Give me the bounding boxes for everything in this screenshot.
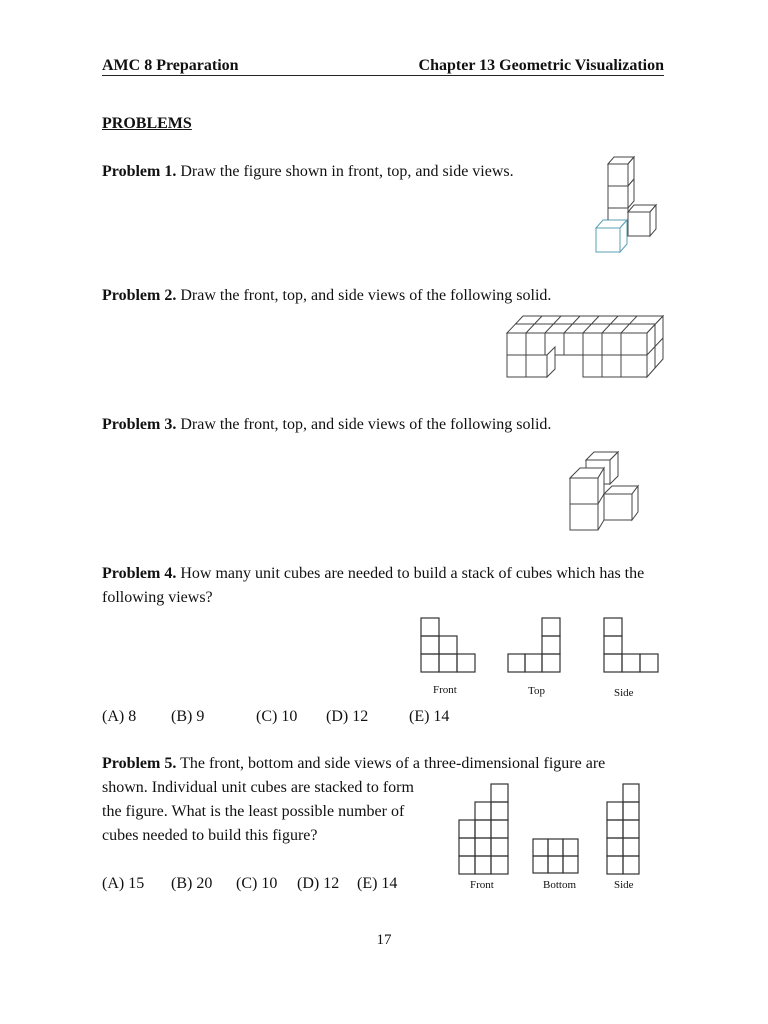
problem-4-choice-d[interactable]: (D) 12 xyxy=(326,708,369,725)
problem-5-choice-b[interactable]: (B) 20 xyxy=(171,875,213,892)
problem-4-choice-e[interactable]: (E) 14 xyxy=(409,708,450,725)
problem-5-choice-d[interactable]: (D) 12 xyxy=(297,875,340,892)
problem-5-caption-side: Side xyxy=(614,879,634,891)
problem-5-choice-a[interactable]: (A) 15 xyxy=(102,875,145,892)
problem-5-text-line3: the figure. What is the least possible number of xyxy=(102,803,405,820)
problem-4-caption-top: Top xyxy=(528,685,545,697)
problem-4-choices xyxy=(102,708,449,726)
problem-4-top-view xyxy=(505,615,565,677)
problem-5-side-view xyxy=(604,782,644,876)
problem-5-text-line2: shown. Individual unit cubes are stacked to form xyxy=(102,779,414,796)
problem-4 xyxy=(102,562,662,610)
problem-5-caption-front: Front xyxy=(470,879,494,891)
problem-5-choices xyxy=(102,875,397,893)
problem-4-label: Problem 4. xyxy=(102,565,177,582)
problem-2-label: Problem 2. xyxy=(102,287,177,304)
problem-1 xyxy=(102,160,662,184)
page-number: 17 xyxy=(376,932,392,948)
problem-1-label: Problem 1. xyxy=(102,163,177,180)
problem-3-figure xyxy=(566,448,642,534)
problem-4-side-view xyxy=(601,615,661,677)
problem-1-text: Draw the figure shown in front, top, and side views. xyxy=(176,163,514,180)
problem-3 xyxy=(102,413,662,437)
problem-5-label: Problem 5. xyxy=(102,755,177,772)
problem-3-label: Problem 3. xyxy=(102,416,177,433)
header-right: Chapter 13 Geometric Visualization xyxy=(418,57,664,74)
problem-4-choice-a[interactable]: (A) 8 xyxy=(102,708,137,725)
section-title: PROBLEMS xyxy=(102,115,192,132)
problem-4-caption-side: Side xyxy=(614,687,634,699)
header-rule xyxy=(102,75,664,76)
problem-5-text-line1: The front, bottom and side views of a three-dimensional figure are xyxy=(176,755,606,772)
problem-5 xyxy=(102,752,662,776)
problem-2 xyxy=(102,284,662,308)
problem-5-text-line4: cubes needed to build this figure? xyxy=(102,827,318,844)
problem-5-front-view xyxy=(456,782,514,876)
problem-4-choice-b[interactable]: (B) 9 xyxy=(171,708,205,725)
problem-5-choice-e[interactable]: (E) 14 xyxy=(357,875,398,892)
problem-2-text: Draw the front, top, and side views of the following solid. xyxy=(176,287,552,304)
problem-4-caption-front: Front xyxy=(433,684,457,696)
problem-5-choice-c[interactable]: (C) 10 xyxy=(236,875,278,892)
problem-3-text: Draw the front, top, and side views of the following solid. xyxy=(176,416,552,433)
problem-5-caption-bottom: Bottom xyxy=(543,879,577,891)
problem-1-figure xyxy=(592,152,662,256)
header-left: AMC 8 Preparation xyxy=(102,57,239,74)
problem-5-bottom-view xyxy=(530,836,582,876)
problem-4-choice-c[interactable]: (C) 10 xyxy=(256,708,298,725)
problem-2-figure xyxy=(505,313,665,381)
problem-4-text: How many unit cubes are needed to build a stack of cubes which has the following views? xyxy=(102,565,645,606)
problem-4-front-view xyxy=(418,615,478,677)
